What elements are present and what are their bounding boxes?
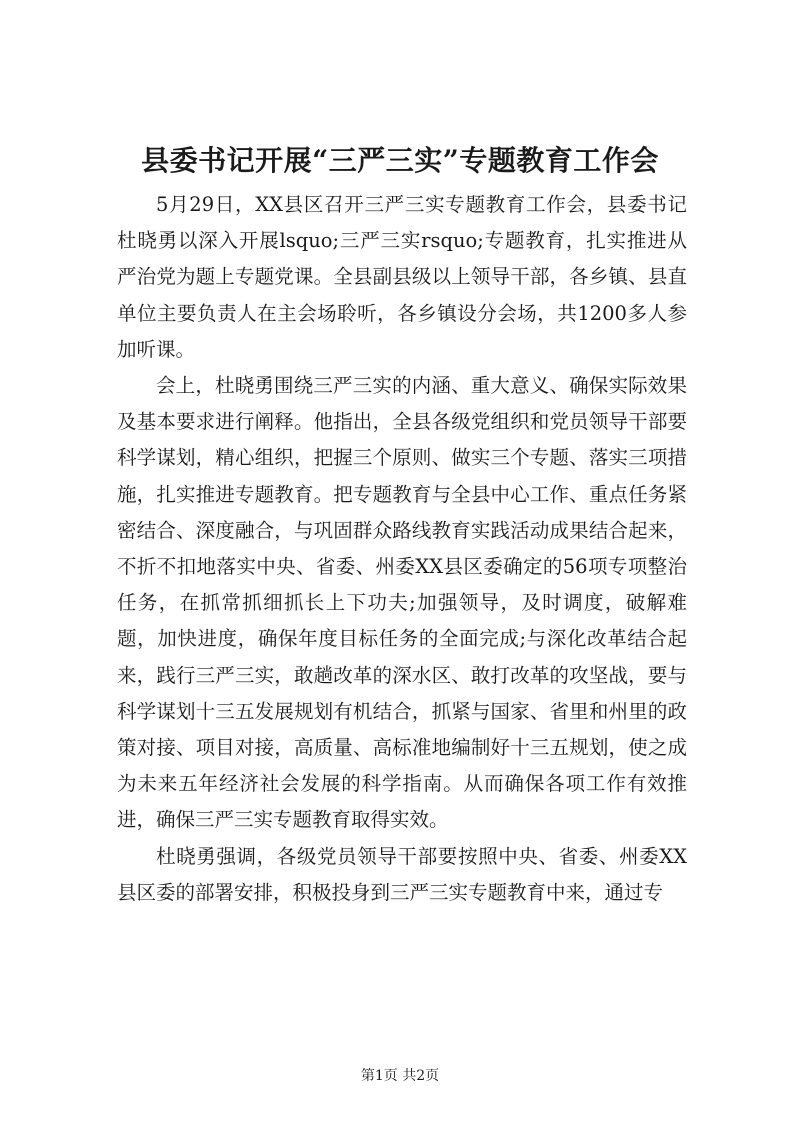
paragraph-3: 杜晓勇强调，各级党员领导干部要按照中央、省委、州委XX县区委的部署安排，积极投身到三严三实专题教育中来，通过专 — [117, 844, 687, 904]
paragraph-1: 5月29日，XX县区召开三严三实专题教育工作会，县委书记杜晓勇以深入开展lsquo;三严三实rsquo;专题教育，扎实推进从严治党为题上专题党课。全县副县级以上领导干部，各乡镇、县直单位主要负责人在主会场聆听，各乡镇设分会场，共1200多人参加听课。 — [117, 193, 687, 361]
page-number-footer: 第1页 共2页 — [360, 1068, 440, 1084]
document-body — [117, 187, 687, 911]
document-title: 县委书记开展“三严三实”专题教育工作会 — [141, 144, 659, 177]
paragraph-2: 会上，杜晓勇围绕三严三实的内涵、重大意义、确保实际效果及基本要求进行阐释。他指出，全县各级党组织和党员领导干部要科学谋划，精心组织，把握三个原则、做实三个专题、落实三项措施，扎实推进专题教育。把专题教育与全县中心工作、重点任务紧密结合、深度融合，与巩固群众路线教育实践活动成果结合起来，不折不扣地落实中央、省委、州委XX县区委确定的56项专项整治任务，在抓常抓细抓长上下功夫;加强领导，及时调度，破解难题，加快进度，确保年度目标任务的全面完成;与深化改革结合起来，践行三严三实，敢趟改革的深水区、敢打改革的攻坚战，要与科学谋划十三五发展规划有机结合，抓紧与国家、省里和州里的政策对接、项目对接，高质量、高标准地编制好十三五规划，使之成为未来五年经济社会发展的科学指南。从而确保各项工作有效推进，确保三严三实专题教育取得实效。 — [117, 374, 687, 832]
